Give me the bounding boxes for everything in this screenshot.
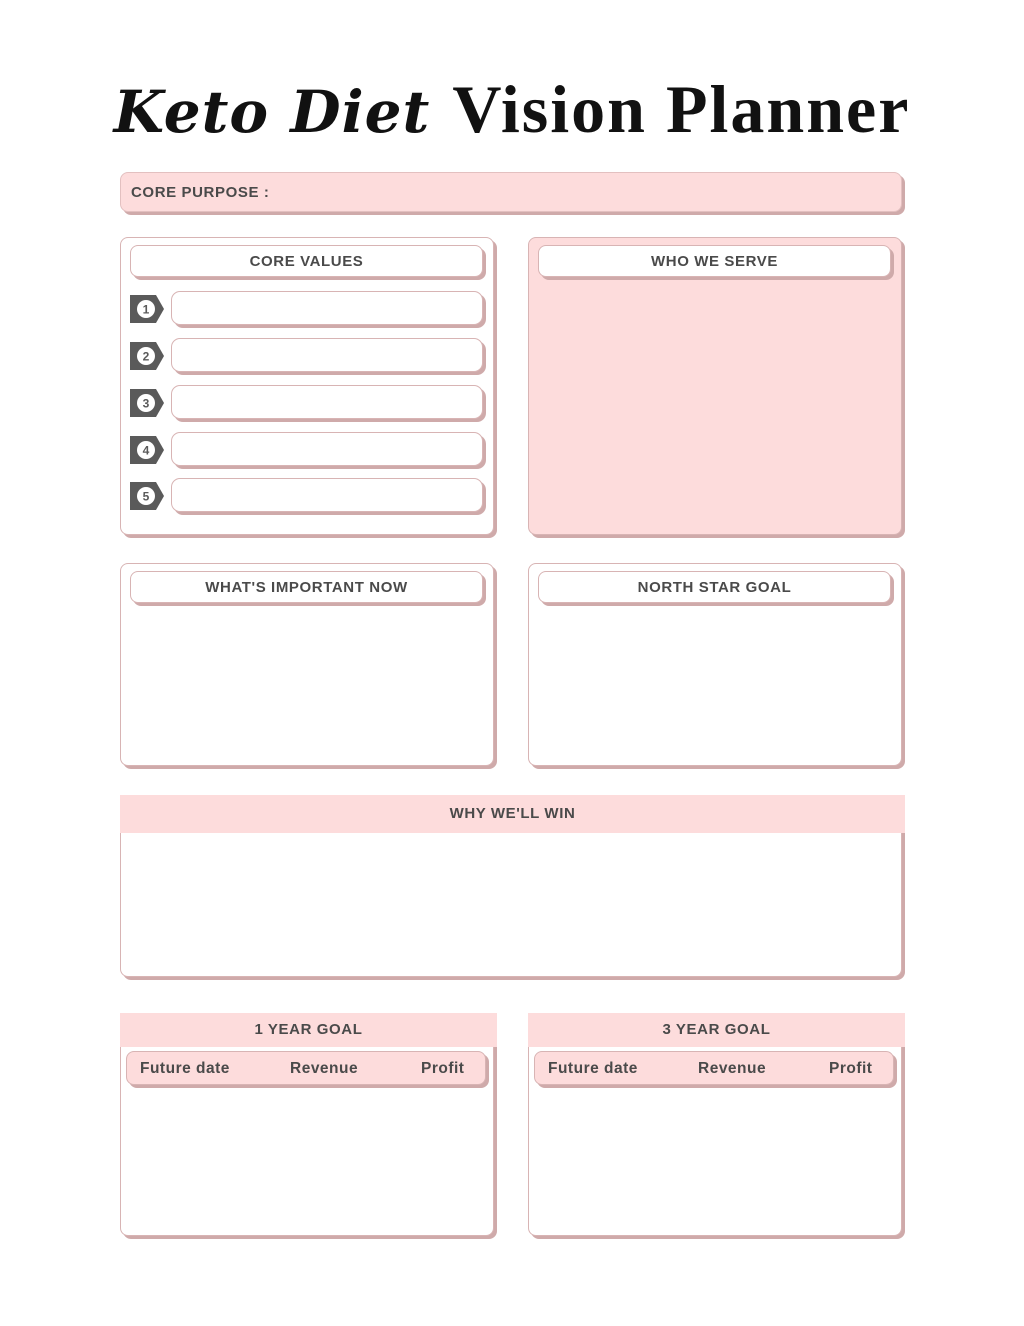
three-year-goal-panel[interactable] [528, 1014, 902, 1236]
core-value-2-input[interactable] [171, 338, 483, 372]
svg-text:4: 4 [142, 443, 150, 458]
whats-important-now-heading: WHAT'S IMPORTANT NOW [130, 571, 483, 603]
who-we-serve-panel[interactable] [528, 237, 902, 535]
title-script: Keto Diet [113, 78, 431, 146]
column-revenue: Revenue [698, 1060, 767, 1077]
one-year-goal-columns [126, 1051, 486, 1085]
number-5-icon [130, 482, 164, 510]
core-value-4-input[interactable] [171, 432, 483, 466]
column-profit: Profit [421, 1060, 465, 1077]
svg-text:5: 5 [142, 489, 150, 504]
number-4-icon [130, 436, 164, 464]
why-well-win-heading: WHY WE'LL WIN [120, 795, 905, 833]
title-main: Vision Planner [452, 71, 911, 147]
svg-text:2: 2 [142, 349, 150, 364]
page-title [0, 70, 1024, 149]
number-2-icon [130, 342, 164, 370]
core-value-5-input[interactable] [171, 478, 483, 512]
who-we-serve-heading: WHO WE SERVE [538, 245, 891, 277]
number-1-icon [130, 295, 164, 323]
core-values-heading: CORE VALUES [130, 245, 483, 277]
core-value-3-input[interactable] [171, 385, 483, 419]
svg-text:3: 3 [142, 396, 150, 411]
number-3-icon [130, 389, 164, 417]
svg-text:1: 1 [142, 302, 150, 317]
three-year-goal-heading: 3 YEAR GOAL [528, 1013, 905, 1047]
column-future-date: Future date [140, 1060, 230, 1077]
three-year-goal-columns [534, 1051, 894, 1085]
column-future-date: Future date [548, 1060, 638, 1077]
column-profit: Profit [829, 1060, 873, 1077]
core-purpose-label: CORE PURPOSE : [131, 184, 270, 201]
one-year-goal-heading: 1 YEAR GOAL [120, 1013, 497, 1047]
column-revenue: Revenue [290, 1060, 359, 1077]
core-value-1-input[interactable] [171, 291, 483, 325]
core-purpose-field[interactable] [120, 172, 902, 212]
one-year-goal-panel[interactable] [120, 1014, 494, 1236]
north-star-goal-heading: NORTH STAR GOAL [538, 571, 891, 603]
